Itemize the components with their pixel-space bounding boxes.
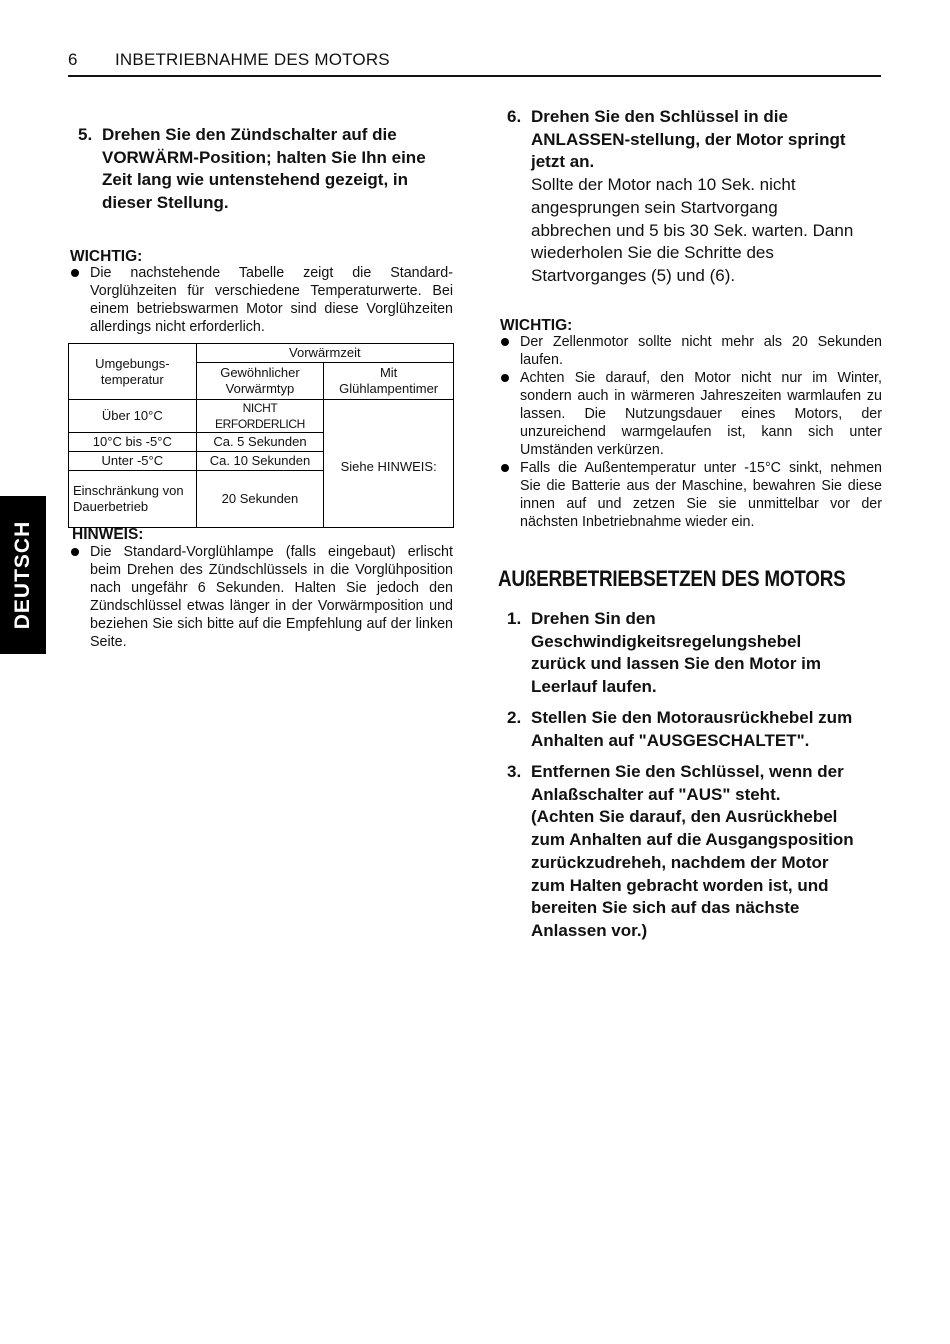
shutdown-step-1-number: 1. [507, 609, 522, 628]
cell-normal: NICHT ERFORDERLICH [196, 400, 324, 433]
step-6-bold-line: ANLASSEN-stellung, der Motor springt [531, 129, 846, 149]
cell-normal: Ca. 5 Sekunden [196, 433, 324, 452]
shutdown-step-2-number: 2. [507, 708, 522, 727]
shutdown-step-line: zurück und lassen Sie den Motor im [531, 654, 821, 674]
step-5-line: Zeit lang wie untenstehend gezeigt, in [102, 170, 409, 190]
section-title: AUßERBETRIEBSETZEN DES MOTORS [498, 566, 846, 591]
shutdown-step-line: Drehen Sin den [531, 609, 656, 628]
page-number: 6 [68, 50, 78, 69]
cell-temp: Unter -5°C [69, 452, 197, 471]
table-row [69, 400, 454, 433]
shutdown-step-1 [507, 608, 882, 699]
preheat-table [68, 343, 454, 528]
shutdown-step-line: Stellen Sie den Motorausrückhebel zum [531, 708, 853, 727]
step-6 [507, 106, 882, 288]
cell-normal: Ca. 10 Sekunden [196, 452, 324, 471]
hinweis-item: Die Standard-Vorglühlampe (falls eingebaut) erlischt beim Drehen des Zündschlüssels in die Vorglühposition nach ungefähr 6 Sekunden. Halten Sie jedoch den Zündschlüssel etwas länger in der Vorwärmposition und beziehen Sie sich bitte auf die Empfehlung auf der linken Seite. [70, 543, 453, 651]
step-6-bold-line: jetzt an. [531, 152, 595, 172]
step-6-number: 6. [507, 107, 522, 126]
wichtig-heading: WICHTIG: [70, 248, 143, 265]
step-6-line: abbrechen und 5 bis 30 Sek. warten. Dann [531, 220, 854, 240]
cell-temp-line: Dauerbetrieb [73, 499, 149, 514]
cell-timer: Siehe HINWEIS: [324, 400, 454, 528]
shutdown-step-line: Entfernen Sie den Schlüssel, wenn der [531, 762, 844, 781]
wichtig-right-item: Falls die Außentemperatur unter -15°C sinkt, nehmen Sie die Batterie aus der Maschine, bewahren Sie diese innen auf und zetzen Sie sie unmittelbar vor der nächsten Inbetriebnahme wieder ein. [500, 459, 882, 531]
cell-temp: 10°C bis -5°C [69, 433, 197, 452]
shutdown-step-line: (Achten Sie darauf, den Ausrückhebel [531, 807, 838, 827]
shutdown-step-line: zum Anhalten auf die Ausgangsposition [531, 830, 854, 850]
cell-temp: Über 10°C [69, 400, 197, 433]
header-rule [68, 75, 881, 77]
wichtig-right-item: Der Zellenmotor sollte nicht mehr als 20 Sekunden laufen. [500, 333, 882, 369]
shutdown-step-3 [507, 761, 882, 943]
wichtig-item: Die nachstehende Tabelle zeigt die Standard-Vorglühzeiten für verschiedene Temperaturwerte. Bei einem betriebswarmen Motor sind diese Vorglühzeiten allerdings nicht erforderlich. [70, 264, 453, 336]
col-header-group: Vorwärmzeit [196, 344, 453, 363]
shutdown-step-line: Leerlauf laufen. [531, 677, 657, 697]
col-header-normal [196, 363, 324, 400]
wichtig-list [70, 264, 453, 336]
col-header-normal-line: Gewöhnlicher [220, 365, 300, 380]
hinweis-heading: HINWEIS: [72, 526, 144, 543]
step-5 [78, 124, 458, 215]
language-tab [0, 496, 46, 654]
wichtig-right-heading: WICHTIG: [500, 317, 573, 334]
step-5-line: dieser Stellung. [102, 193, 229, 213]
col-header-timer-line: Glühlampentimer [339, 381, 439, 396]
col-header-normal-line: Vorwärmtyp [225, 381, 295, 396]
cell-normal: 20 Sekunden [196, 471, 324, 528]
step-6-bold-line: Drehen Sie den Schlüssel in die [531, 107, 788, 126]
hinweis-list [70, 543, 453, 651]
language-tab-label: DEUTSCH [11, 520, 34, 630]
shutdown-step-3-number: 3. [507, 762, 522, 781]
shutdown-step-line: Anlassen vor.) [531, 920, 648, 940]
col-header-temperature-line: Umgebungs- [95, 355, 170, 371]
step-5-line: Drehen Sie den Zündschalter auf die [102, 125, 397, 144]
step-6-line: angesprungen sein Startvorgang [531, 197, 778, 217]
step-6-line: Sollte der Motor nach 10 Sek. nicht [531, 175, 796, 195]
cell-temp-line: Einschränkung von [73, 483, 184, 498]
col-header-timer [324, 363, 454, 400]
shutdown-step-line: bereiten Sie sich auf das nächste [531, 898, 800, 918]
shutdown-step-line: Anlaßschalter auf "AUS" steht. [531, 784, 781, 804]
step-5-number: 5. [78, 125, 93, 144]
step-6-line: Startvorganges (5) und (6). [531, 265, 736, 285]
wichtig-right-item: Achten Sie darauf, den Motor nicht nur im Winter, sondern auch in wärmeren Jahreszeiten warmlaufen zu lassen. Die Nutzungsdauer eines Motors, der unzureichend warmgelaufen ist, kann sich unter Umständen verkürzen. [500, 369, 882, 459]
shutdown-step-line: Anhalten auf "AUSGESCHALTET". [531, 730, 810, 750]
shutdown-step-line: zum Halten gebracht worden ist, und [531, 875, 829, 895]
shutdown-step-line: zurückzudreheh, nachdem der Motor [531, 852, 829, 872]
shutdown-step-line: Geschwindigkeitsregelungshebel [531, 631, 802, 651]
col-header-temperature [69, 344, 197, 400]
col-header-timer-line: Mit [379, 365, 398, 380]
step-5-line: VORWÄRM-Position; halten Sie Ihn eine [102, 147, 426, 167]
step-6-line: wiederholen Sie die Schritte des [531, 243, 774, 263]
chapter-title: INBETRIEBNAHME DES MOTORS [115, 50, 390, 69]
col-header-temperature-line: temperatur [100, 371, 164, 387]
shutdown-step-2 [507, 707, 882, 752]
wichtig-right-list [500, 333, 882, 531]
cell-temp [69, 471, 197, 528]
